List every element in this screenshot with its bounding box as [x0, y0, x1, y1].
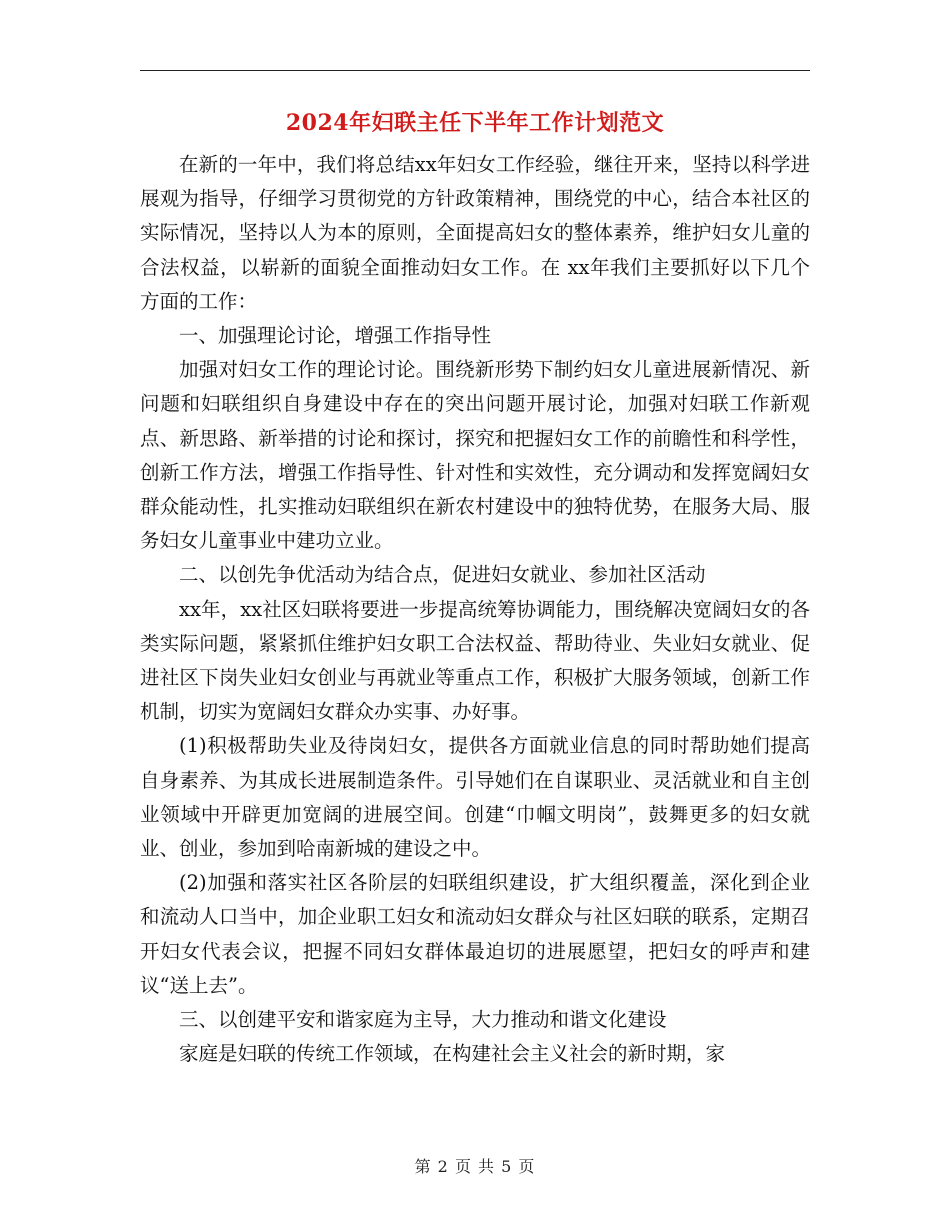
paragraph-item-1: (1)积极帮助失业及待岗妇女，提供各方面就业信息的同时帮助她们提高自身素养、为其成长进展制造条件。引导她们在自谋职业、灵活就业和自主创业领域中开辟更加宽阔的进展空间。创建“巾帼文明岗”，鼓舞更多的妇女就业、创业，参加到哈南新城的建设之中。 [140, 734, 810, 861]
document-body [140, 148, 810, 1071]
header-rule [140, 70, 810, 71]
paragraph-section-3: 家庭是妇联的传统工作领域，在构建社会主义社会的新时期，家 [179, 1042, 726, 1066]
paragraph-section-2: xx年，xx社区妇联将要进一步提高统筹协调能力，围绕解决宽阔妇女的各类实际问题，紧紧抓住维护妇女职工合法权益、帮助待业、失业妇女就业、促进社区下岗失业妇女创业与再就业等重点工作，积极扩大服务领域，创新工作机制，切实为宽阔妇女群众办实事、办好事。 [140, 597, 810, 724]
heading-section-1: 一、加强理论讨论，增强工作指导性 [179, 324, 492, 348]
paragraph-item-2: (2)加强和落实社区各阶层的妇联组织建设，扩大组织覆盖，深化到企业和流动人口当中，加企业职工妇女和流动妇女群众与社区妇联的联系，定期召开妇女代表会议，把握不同妇女群体最迫切的进展愿望，把妇女的呼声和建议“送上去”。 [140, 871, 810, 997]
paragraph-section-1: 加强对妇女工作的理论讨论。围绕新形势下制约妇女儿童进展新情况、新问题和妇联组织自身建设中存在的突出问题开展讨论，加强对妇联工作新观点、新思路、新举措的讨论和探讨，探究和把握妇女工作的前瞻性和科学性，创新工作方法，增强工作指导性、针对性和实效性，充分调动和发挥宽阔妇女群众能动性，扎实推动妇联组织在新农村建设中的独特优势，在服务大局、服务妇女儿童事业中建功立业。 [140, 358, 810, 553]
heading-section-3: 三、以创建平安和谐家庭为主导，大力推动和谐文化建设 [179, 1008, 667, 1032]
page-number-footer: 第 2 页 共 5 页 [414, 1157, 536, 1176]
heading-section-2: 二、以创先争优活动为结合点，促进妇女就业、参加社区活动 [179, 563, 706, 587]
paragraph-intro: 在新的一年中，我们将总结xx年妇女工作经验，继往开来，坚持以科学进展观为指导，仔细学习贯彻党的方针政策精神，围绕党的中心，结合本社区的实际情况，坚持以人为本的原则，全面提高妇女的整体素养，维护妇女儿童的合法权益，以崭新的面貌全面推动妇女工作。在 xx年我们主要抓好以下几个方面的工作： [140, 153, 810, 313]
document-title: 2024年妇联主任下半年工作计划范文 [285, 110, 665, 136]
